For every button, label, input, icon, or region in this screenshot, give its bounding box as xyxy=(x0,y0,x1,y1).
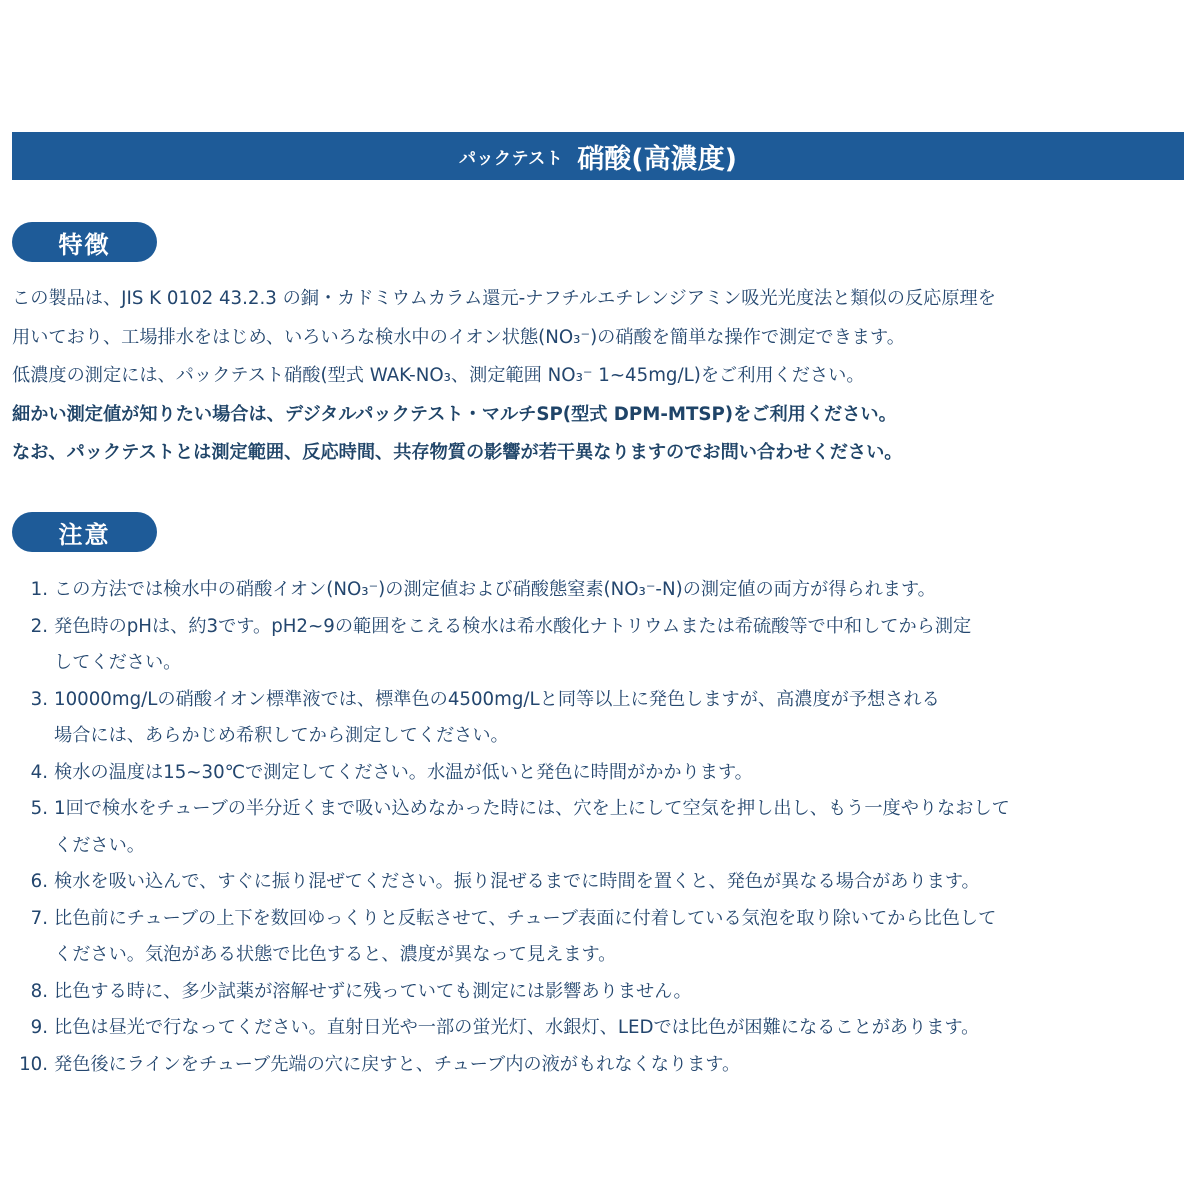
features-line: 用いており、工場排水をはじめ、いろいろな検水中のイオン状態(NO₃⁻)の硝酸を簡単な操作で測定できます。 xyxy=(12,326,905,348)
list-item-text xyxy=(54,864,1192,901)
list-item xyxy=(12,1010,1192,1047)
list-item-line: この方法では検水中の硝酸イオン(NO₃⁻)の測定値および硝酸態窒素(NO₃⁻-N)の測定値の両方が得られます。 xyxy=(54,579,936,600)
features-line-emphasis: 細かい測定値が知りたい場合は、デジタルパックテスト・マルチSP(型式 DPM-MTSP)をご利用ください。 xyxy=(12,403,897,425)
list-item-line: 発色後にラインをチューブ先端の穴に戻すと、チューブ内の液がもれなくなります。 xyxy=(54,1053,741,1075)
features-line: 低濃度の測定には、パックテスト硝酸(型式 WAK-NO₃、測定範囲 NO₃⁻ 1~45mg/L)をご利用ください。 xyxy=(12,365,865,386)
list-item-text xyxy=(54,682,1192,755)
list-item-line: 発色時のpHは、約3です。pH2~9の範囲をこえる検水は希水酸化ナトリウムまたは希硫酸等で中和してから測定 xyxy=(54,615,972,637)
list-item-number: 10. xyxy=(19,1053,48,1075)
features-heading: 特徴 xyxy=(12,222,157,262)
features-line: この製品は、JIS K 0102 43.2.3 の銅・カドミウムカラム還元-ナフチルエチレンジアミン吸光光度法と類似の反応原理を xyxy=(12,288,996,309)
list-item xyxy=(12,901,1192,974)
list-item xyxy=(12,1047,1192,1084)
list-item-text xyxy=(54,572,1192,609)
list-item-line: ください。 xyxy=(54,834,145,856)
list-item-text xyxy=(54,609,1192,682)
list-item xyxy=(12,609,1192,682)
list-item-number: 7. xyxy=(30,907,48,929)
list-item-number: 1. xyxy=(30,579,48,600)
list-item-line: 10000mg/Lの硝酸イオン標準液では、標準色の4500mg/Lと同等以上に発色しますが、高濃度が予想される xyxy=(54,688,940,710)
list-item-number: 6. xyxy=(30,871,48,892)
list-item-line: 場合には、あらかじめ希釈してから測定してください。 xyxy=(54,725,509,746)
list-item-line: ください。気泡がある状態で比色すると、濃度が異なって見えます。 xyxy=(54,944,617,965)
list-item-line: 検水の温度は15~30℃で測定してください。水温が低いと発色に時間がかかります。 xyxy=(54,761,753,783)
list-item xyxy=(12,864,1192,901)
list-item-number: 8. xyxy=(30,980,48,1002)
list-item xyxy=(12,755,1192,792)
list-item-number: 5. xyxy=(30,798,48,819)
list-item-number: 2. xyxy=(30,615,48,637)
cautions-heading: 注意 xyxy=(12,512,157,552)
list-item-line: 比色する時に、多少試薬が溶解せずに残っていても測定には影響ありません。 xyxy=(54,980,692,1002)
list-item-line: してください。 xyxy=(54,652,182,673)
list-item-line: 比色は昼光で行なってください。直射日光や一部の蛍光灯、水銀灯、LEDでは比色が困難になることがあります。 xyxy=(54,1017,980,1038)
title-banner xyxy=(12,132,1184,180)
list-item xyxy=(12,791,1192,864)
list-item xyxy=(12,682,1192,755)
page-title: 硝酸(高濃度) xyxy=(577,143,737,175)
list-item-number: 4. xyxy=(30,761,48,783)
list-item-line: 比色前にチューブの上下を数回ゆっくりと反転させて、チューブ表面に付着している気泡を取り除いてから比色して xyxy=(54,907,997,929)
list-item-text xyxy=(54,755,1192,792)
list-item-line: 検水を吸い込んで、すぐに振り混ぜてください。振り混ぜるまでに時間を置くと、発色が異なる場合があります。 xyxy=(54,871,980,892)
list-item-text xyxy=(54,1010,1192,1047)
list-item-number: 9. xyxy=(30,1017,48,1038)
product-series-label: パックテスト xyxy=(458,148,564,169)
list-item-text xyxy=(54,791,1192,864)
features-description xyxy=(12,280,1192,473)
list-item-text xyxy=(54,1047,1192,1084)
list-item xyxy=(12,974,1192,1011)
cautions-list xyxy=(12,572,1192,1083)
list-item xyxy=(12,572,1192,609)
list-item-text xyxy=(54,974,1192,1011)
list-item-line: 1回で検水をチューブの半分近くまで吸い込めなかった時には、穴を上にして空気を押し出し、もう一度やりなおして xyxy=(54,798,1010,819)
features-line-emphasis: なお、パックテストとは測定範囲、反応時間、共存物質の影響が若干異なりますのでお問い合わせください。 xyxy=(12,442,903,463)
list-item-number: 3. xyxy=(30,688,48,710)
list-item-text xyxy=(54,901,1192,974)
